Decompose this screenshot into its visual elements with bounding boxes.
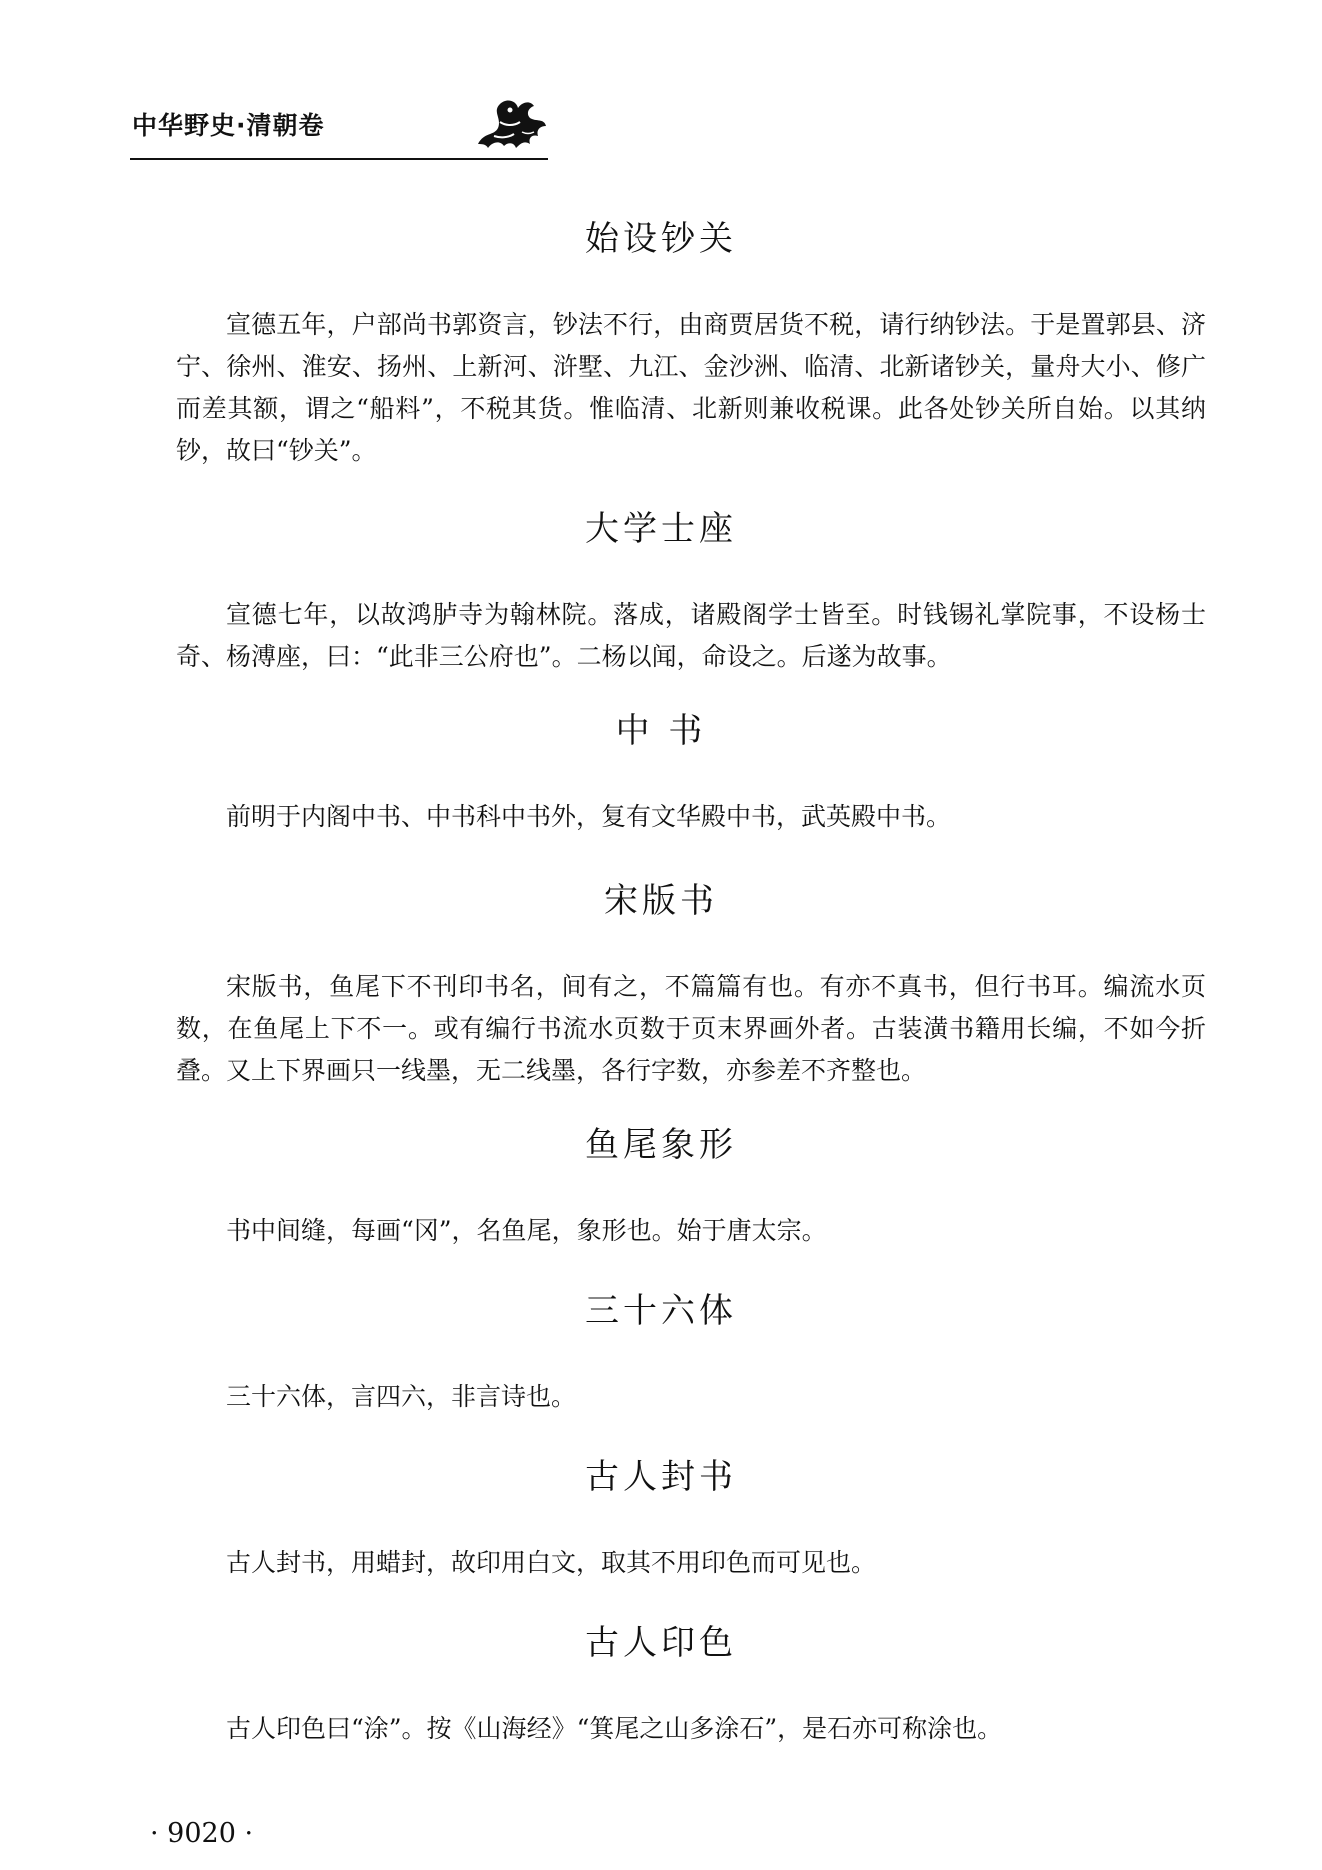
running-header — [130, 100, 548, 160]
section-title: 始设钞关 — [585, 219, 737, 259]
section-paragraph: 前明于内阁中书、中书科中书外，复有文华殿中书，武英殿中书。 — [226, 802, 952, 831]
section-title: 宋版书 — [604, 881, 718, 921]
section-title: 中 书 — [615, 711, 707, 751]
section-paragraph: 古人封书，用蜡封，故印用白文，取其不用印色而可见也。 — [226, 1548, 877, 1577]
section-paragraph: 三十六体，言四六，非言诗也。 — [226, 1382, 577, 1411]
section-paragraph: 宣德七年，以故鸿胪寺为翰林院。落成，诸殿阁学士皆至。时钱锡礼掌院事，不设杨士奇、杨溥座，曰：“此非三公府也”。二杨以闻，命设之。后遂为故事。 — [176, 600, 1206, 671]
section-paragraph: 宋版书，鱼尾下不刊印书名，间有之，不篇篇有也。有亦不真书，但行书耳。编流水页数，在鱼尾上下不一。或有编行书流水页数于页末界画外者。古装潢书籍用长编，不如今折叠。又上下界画只一线墨，无二线墨，各行字数，亦参差不齐整也。 — [176, 972, 1206, 1085]
section-paragraph: 古人印色曰“涂”。按《山海经》“箕尾之山多涂石”，是石亦可称涂也。 — [226, 1714, 1003, 1743]
section-title: 古人印色 — [585, 1623, 737, 1663]
book-title: 中华野史·清朝卷 — [132, 111, 325, 140]
dragon-emblem-icon — [470, 92, 552, 154]
section-paragraph: 宣德五年，户部尚书郭资言，钞法不行，由商贾居货不税，请行纳钞法。于是置郭县、济宁、徐州、淮安、扬州、上新河、浒墅、九江、金沙洲、临清、北新诸钞关，量舟大小、修广而差其额，谓之“船料”，不税其货。惟临清、北新则兼收税课。此各处钞关所自始。以其纳钞，故曰“钞关”。 — [176, 310, 1206, 465]
section-title: 三十六体 — [585, 1291, 737, 1331]
section-title: 鱼尾象形 — [585, 1125, 737, 1165]
page-number: · 9020 · — [150, 1818, 254, 1849]
section-title: 大学士座 — [585, 509, 737, 549]
section-paragraph: 书中间缝，每画“冈”，名鱼尾，象形也。始于唐太宗。 — [226, 1216, 827, 1245]
section-title: 古人封书 — [585, 1457, 737, 1497]
